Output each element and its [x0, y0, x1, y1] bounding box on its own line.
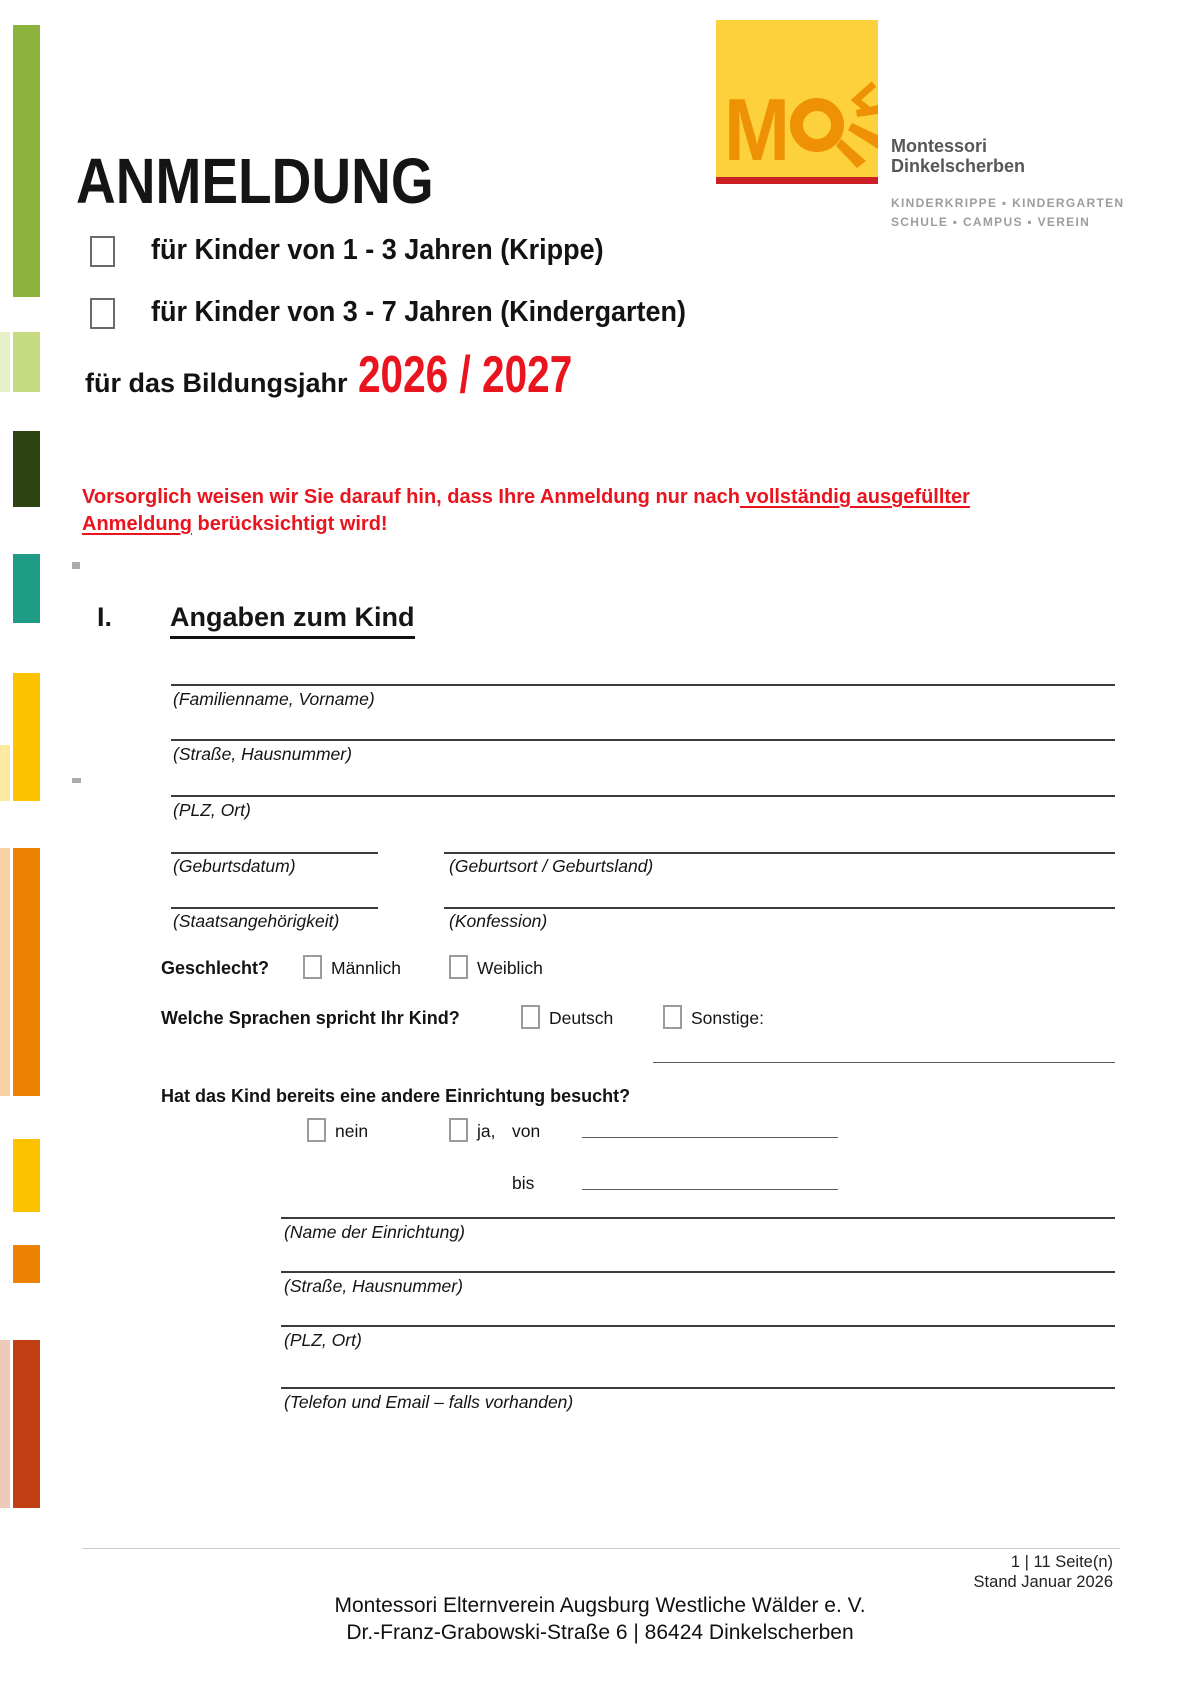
option-krippe-label: für Kinder von 1 - 3 Jahren (Krippe) [151, 234, 604, 266]
no-label: nein [335, 1121, 369, 1141]
facility-name-label: (Name der Einrichtung) [284, 1222, 465, 1242]
field-line-other-languages[interactable] [653, 1062, 1115, 1063]
section-title: Angaben zum Kind [170, 602, 415, 639]
from-label: von [512, 1121, 541, 1141]
warning-text [82, 484, 1042, 538]
brand-subline1: KINDERKRIPPE ▪ KINDERGARTEN [891, 196, 1125, 210]
warning-line1: Vorsorglich weisen wir Sie darauf hin, dass Ihre Anmeldung nur nach vollständig ausgefüllter [82, 486, 970, 508]
to-label: bis [512, 1173, 535, 1193]
field-line-religion[interactable] [444, 907, 1115, 909]
footer-divider [82, 1548, 1120, 1549]
facility-street-label: (Straße, Hausnummer) [284, 1276, 463, 1296]
education-year-row [85, 345, 632, 405]
nationality-label: (Staatsangehörigkeit) [173, 911, 340, 931]
birthplace-label: (Geburtsort / Geburtsland) [449, 856, 654, 876]
sidebar-color-bar-sliver [0, 745, 10, 801]
sidebar-color-bar [13, 848, 40, 1096]
sidebar-color-bar [13, 1340, 40, 1508]
female-label: Weiblich [477, 958, 543, 978]
checkbox-other-language[interactable] [663, 1005, 682, 1029]
other-language-label: Sonstige: [691, 1008, 764, 1028]
section-numeral: I. [97, 602, 113, 632]
field-line-child-city[interactable] [171, 795, 1115, 797]
checkbox-female[interactable] [449, 955, 468, 979]
gender-question: Geschlecht? [161, 958, 270, 978]
brand-name-line1: Montessori [891, 136, 988, 156]
montessori-logo-icon [716, 20, 878, 184]
previous-facility-question: Hat das Kind bereits eine andere Einrichtung besucht? [161, 1086, 631, 1106]
logo-letter-m: M [724, 80, 790, 179]
religion-label: (Konfession) [449, 911, 548, 931]
field-line-from-date[interactable] [582, 1137, 838, 1138]
sidebar-color-bar [13, 673, 40, 801]
field-line-to-date[interactable] [582, 1189, 838, 1190]
facility-contact-label: (Telefon und Email – falls vorhanden) [284, 1392, 574, 1412]
org-name: Montessori Elternverein Augsburg Westliche Wälder e. V. [334, 1594, 866, 1617]
field-line-facility-street[interactable] [281, 1271, 1115, 1273]
sidebar-color-bar [13, 431, 40, 507]
version-stand: Stand Januar 2026 [973, 1573, 1113, 1591]
page-number: 1 | 11 Seite(n) [1010, 1553, 1113, 1571]
warning-line2: Anmeldung berücksichtigt wird! [82, 513, 388, 535]
german-label: Deutsch [549, 1008, 614, 1028]
checkbox-male[interactable] [303, 955, 322, 979]
footer-center-block [80, 1592, 1120, 1646]
sidebar-color-bar-sliver [0, 848, 10, 1096]
field-line-birthplace[interactable] [444, 852, 1115, 854]
child-city-label: (PLZ, Ort) [173, 800, 251, 820]
male-label: Männlich [331, 958, 402, 978]
sidebar-color-bar [13, 1139, 40, 1212]
birthdate-label: (Geburtsdatum) [173, 856, 296, 876]
checkbox-no[interactable] [307, 1118, 326, 1142]
field-line-facility-city[interactable] [281, 1325, 1115, 1327]
stray-mark [72, 778, 81, 783]
stray-mark [72, 562, 80, 569]
checkbox-kindergarten[interactable] [90, 298, 115, 329]
option-kindergarten-label: für Kinder von 3 - 7 Jahren (Kindergarten) [151, 296, 686, 328]
checkbox-german[interactable] [521, 1005, 540, 1029]
checkbox-yes[interactable] [449, 1118, 468, 1142]
checkbox-krippe[interactable] [90, 236, 115, 267]
sidebar-color-bar [13, 1245, 40, 1283]
footer-right-block [790, 1552, 1113, 1592]
page-title: ANMELDUNG [76, 145, 434, 217]
field-line-facility-name[interactable] [281, 1217, 1115, 1219]
sidebar-color-bar [13, 332, 40, 392]
field-line-facility-contact[interactable] [281, 1387, 1115, 1389]
child-street-label: (Straße, Hausnummer) [173, 744, 352, 764]
facility-city-label: (PLZ, Ort) [284, 1330, 362, 1350]
field-line-birthdate[interactable] [171, 852, 378, 854]
year-prefix-label: für das Bildungsjahr [85, 368, 348, 398]
sidebar-color-bar-sliver [0, 332, 10, 392]
field-line-child-street[interactable] [171, 739, 1115, 741]
languages-question: Welche Sprachen spricht Ihr Kind? [161, 1008, 460, 1028]
field-line-child-name[interactable] [171, 684, 1115, 686]
sidebar-color-bar [13, 554, 40, 623]
sidebar-color-bar [13, 25, 40, 297]
org-address: Dr.-Franz-Grabowski-Straße 6 | 86424 Dinkelscherben [346, 1621, 854, 1644]
brand-subline2: SCHULE ▪ CAMPUS ▪ VEREIN [891, 215, 1091, 229]
year-value: 2026 / 2027 [357, 346, 572, 404]
field-line-nationality[interactable] [171, 907, 378, 909]
brand-name-line2: Dinkelscherben [891, 156, 1026, 176]
child-name-label: (Familienname, Vorname) [173, 689, 375, 709]
sidebar-color-bar-sliver [0, 1340, 10, 1508]
yes-label: ja, [477, 1121, 496, 1141]
